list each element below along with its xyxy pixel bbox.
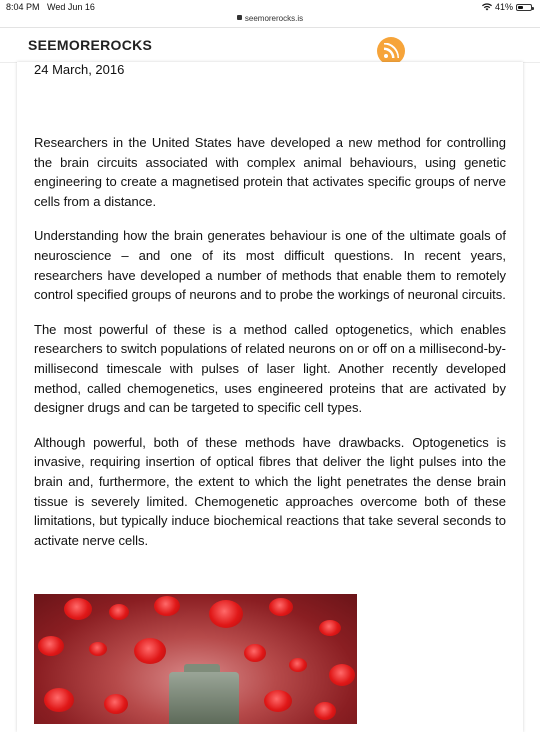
article-image[interactable] [34, 594, 357, 724]
blood-cell [154, 596, 180, 616]
blood-cell [269, 598, 293, 616]
battery-percent: 41% [494, 2, 513, 12]
blood-cell [89, 642, 107, 656]
blood-cell [134, 638, 166, 664]
site-brand[interactable]: SEEMOREROCKS [28, 37, 153, 53]
battery-fill [518, 6, 523, 9]
blood-cell [244, 644, 266, 662]
article-paragraph: Although powerful, both of these methods have drawbacks. Optogenetics is invasive, requiring insertion of optical fibres that deliver the light pulses into the brain and, furthermore, the extent to which the light penetrates the dense brain tissue is severely limited. Chemogenetic approaches overcome both of these limitations, but typically induce biochemical reactions that take several seconds to activate nerve cells. [34, 434, 506, 548]
article-paragraph: Understanding how the brain generates behaviour is one of the ultimate goals of neuroscience – and one of its most difficult questions. In recent years, researchers have developed a number of methods that enable them to remotely control specified groups of neurons and to probe the workings of neuronal circuits. [34, 228, 506, 303]
blood-cell [319, 620, 341, 636]
blood-cell [329, 664, 355, 686]
address-bar[interactable] [0, 12, 540, 26]
blood-cell [64, 598, 92, 620]
status-time: 8:04 PM [6, 2, 40, 12]
article-date: 24 March, 2016 [34, 62, 125, 77]
article-paragraph: The most powerful of these is a method called optogenetics, which enables researchers to switch populations of related neurons on or off on a millisecond-by-millisecond timescale with pulses of laser light. Another recently developed method, called chemogenetics, uses engineered proteins that are activated by designer drugs and can be targeted to specific cell types. [34, 321, 506, 416]
wifi-icon [482, 3, 492, 11]
lock-icon [237, 15, 242, 20]
site-header [0, 28, 540, 63]
blood-cell [314, 702, 336, 720]
rss-icon [383, 43, 399, 59]
blood-cell [44, 688, 74, 712]
blood-cell [209, 600, 243, 628]
blood-cell [38, 636, 64, 656]
nanobot-body [169, 672, 239, 724]
article-body [34, 133, 506, 565]
status-date: Wed Jun 16 [47, 2, 95, 12]
rss-button[interactable] [377, 37, 405, 65]
article-paragraph: Researchers in the United States have developed a new method for controlling the brain circuits associated with complex animal behaviours, using genetic engineering to create a magnetised protein that activates specific groups of nerve cells from a distance. [34, 135, 506, 209]
blood-cell [264, 690, 292, 712]
url-text: seemorerocks.is [244, 14, 304, 23]
blood-cell [109, 604, 129, 620]
blood-cell [104, 694, 128, 714]
battery-icon [516, 4, 532, 11]
blood-cell [289, 658, 307, 672]
